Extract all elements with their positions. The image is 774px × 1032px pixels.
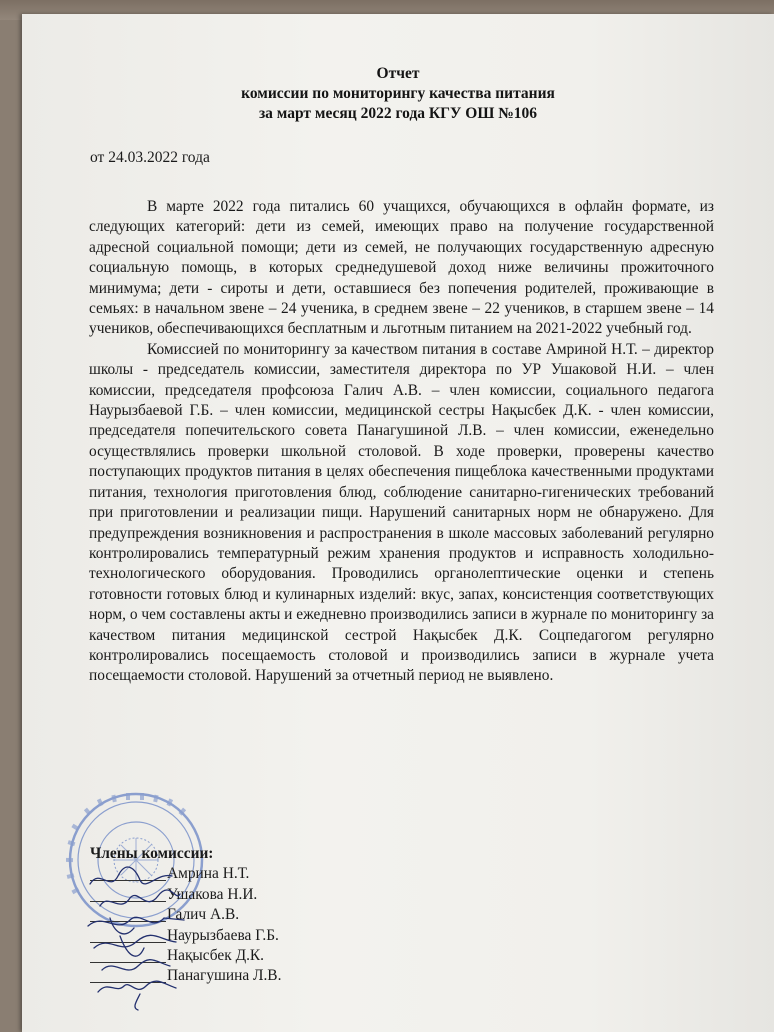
member-name: Наурызбаева Г.Б. xyxy=(167,926,279,944)
member-name: Нақысбек Д.К. xyxy=(167,946,265,964)
document-page xyxy=(22,14,774,1032)
member-name: Галич А.В. xyxy=(167,906,240,924)
members-title: Члены комиссии: xyxy=(90,845,214,862)
member-name: Амрина Н.Т. xyxy=(167,865,250,883)
report-body xyxy=(89,197,714,687)
paragraph-1: В марте 2022 года питались 60 учащихся, обучающихся в офлайн формате, из следующих категорий: дети из семей, имеющих право на получение государственной адресной социальной помощи; дети из семей, не получающих государственную адресную социальную помощь, в которых среднедушевой доход ниже величины прожиточного минимума; дети - сироты и дети, оставшиеся без попечения родителей, проживающие в семьях: в начальном звене – 24 ученика, в среднем звене – 22 учеников, в старшем звене – 14 учеников, обеспечивающихся бесплатным и льготным питанием на 2021-2022 учебный год. xyxy=(89,198,714,338)
title-line-2: комиссии по мониторингу качества питания xyxy=(241,85,555,102)
report-date: от 24.03.2022 года xyxy=(90,149,210,166)
document-title xyxy=(22,64,774,124)
member-name: Панагушина Л.В. xyxy=(167,967,282,985)
title-line-3: за март месяц 2022 года КГУ ОШ №106 xyxy=(258,105,538,122)
handwritten-signatures-icon xyxy=(80,862,210,1012)
title-line-1: Отчет xyxy=(376,65,420,82)
member-name: Ушакова Н.И. xyxy=(167,885,258,903)
paragraph-2: Комиссией по мониторингу за качеством питания в составе Амриной Н.Т. – директор школы - председатель комиссии, заместителя директора по УР Ушаковой Н.И. – член комиссии, председателя профсоюза Галич А.В. – член комиссии, социального педагога Наурызбаевой Г.Б. – член комиссии, медицинской сестры Нақысбек Д.К. - член комиссии, председателя попечительского совета Панагушиной Л.В. – член комиссии, еженедельно осуществлялись проверки школьной столовой. В ходе проверки, проверены качество поступающих продуктов питания в целях обеспечения пищеблока качественными продуктами питания, технология приготовления блюд, соблюдение санитарно-гигенических требований при приготовлении и реализации пищи. Нарушений санитарных норм не обнаружено. Для предупреждения возникновения и распространения в школе массовых заболеваний регулярно контролировались температурный режим хранения продуктов и исправность холодильно-технологического оборудования. Проводились органолептические оценки и степень готовности готовых блюд и кулинарных изделий: вкус, запах, консистенция соответствующих норм, о чем составлены акты и ежедневно производились записи в журнале по мониторингу за качеством питания медицинской сестрой Нақысбек Д.К. Соцпедагогом регулярно контролировались посещаемость столовой и производились записи в журнале учета посещаемости столовой. Нарушений за отчетный период не выявлено. xyxy=(89,340,714,685)
